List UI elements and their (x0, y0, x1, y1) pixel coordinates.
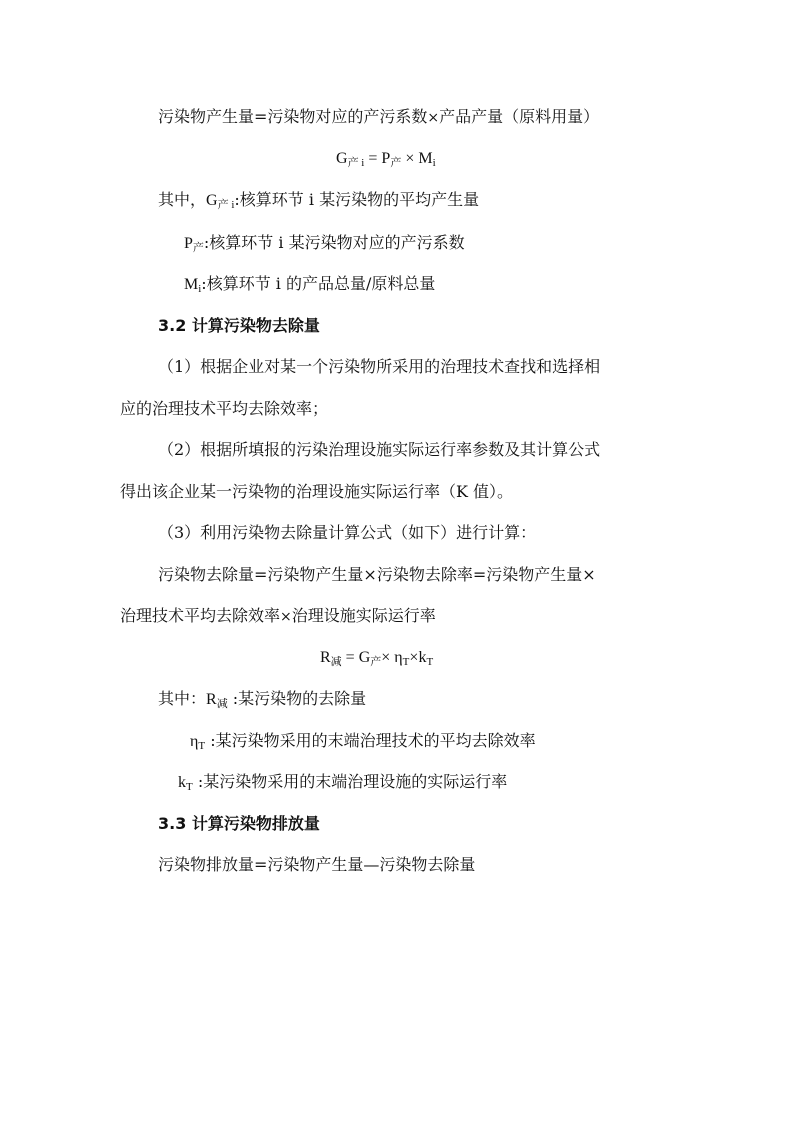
formula-text-removal: 污染物去除量=污染物产生量×污染物去除率=污染物产生量× (158, 565, 596, 584)
symbol-m: M (184, 276, 199, 293)
paragraph-line: 得出该企业某一污染物的治理设施实际运行率（K 值）。 (120, 482, 514, 501)
times-symbol: × (409, 649, 419, 666)
subscript: 产 i (217, 199, 235, 211)
definition-m (184, 273, 435, 300)
definition-text: :核算环节 i 的产品总量/原料总量 (201, 274, 436, 293)
subscript: T (198, 740, 206, 752)
paragraph-line: 应的治理技术平均去除效率； (120, 399, 329, 418)
symbol-k: k (178, 774, 186, 791)
formula-text-removal-cont (120, 605, 436, 628)
definition-text: :核算环节 i 某污染物的平均产生量 (234, 190, 480, 209)
text-segment: 其中， (158, 190, 207, 209)
symbol-r: R (206, 691, 217, 708)
subscript: T (186, 781, 193, 793)
paragraph-line: （3）利用污染物去除量计算公式（如下）进行计算： (158, 523, 537, 542)
formula-generation (336, 148, 436, 174)
equals-sign: = (364, 150, 382, 167)
text-segment: 治理技术平均去除效率 (120, 606, 281, 625)
definition-text: :某污染物采用的末端治理技术的平均去除效率 (205, 731, 536, 750)
symbol-p: P (381, 150, 391, 167)
formula-text-generation (158, 106, 599, 129)
symbol-k: k (418, 649, 427, 666)
times-symbol: × (280, 609, 292, 625)
definition-text: :某污染物的去除量 (227, 689, 367, 708)
symbol-g: G (336, 150, 348, 167)
symbol-g: G (206, 192, 218, 209)
text-segment: 产品产量（原料用量） (439, 107, 600, 126)
definition-eta (190, 730, 536, 757)
subscript: i (198, 283, 202, 295)
paragraph-line: （2）根据所填报的污染治理设施实际运行率参数及其计算公式 (158, 440, 601, 459)
section-heading-3-3: 3.3 计算污染物排放量 (158, 814, 320, 833)
formula-removal (320, 647, 433, 673)
subscript: 减 (330, 656, 342, 668)
text-segment: 其中： (158, 689, 207, 708)
section-heading-3-2: 3.2 计算污染物去除量 (158, 316, 320, 335)
symbol-p: P (184, 235, 193, 252)
subscript: T (426, 656, 434, 668)
text-segment: 治理设施实际运行率 (291, 606, 436, 625)
definition-g (158, 189, 479, 216)
times-symbol: × (427, 110, 440, 126)
subscript: 产 (192, 242, 204, 254)
times-symbol: × (401, 150, 419, 167)
formula-text-emission: 污染物排放量=污染物产生量—污染物去除量 (158, 855, 476, 874)
text-segment: 污染物产生量=污染物对应的产污系数 (158, 107, 428, 126)
symbol-eta: η (190, 733, 199, 750)
symbol-g: G (358, 649, 371, 666)
subscript: 产 (390, 157, 402, 169)
definition-k (178, 771, 507, 798)
definition-text: :某污染物采用的末端治理设施的实际运行率 (192, 772, 508, 791)
subscript: 产 (370, 656, 382, 668)
subscript: 减 (216, 698, 228, 710)
symbol-m: M (418, 150, 433, 167)
symbol-r: R (320, 649, 331, 666)
equals-sign: = (341, 649, 359, 666)
subscript: T (402, 656, 410, 668)
symbol-eta: η (394, 649, 403, 666)
times-symbol: × (381, 649, 395, 666)
paragraph-line: （1）根据企业对某一个污染物所采用的治理技术查找和选择相 (158, 357, 601, 376)
subscript: 产 i (347, 157, 365, 169)
definition-p (184, 232, 465, 259)
definition-r (158, 688, 366, 715)
subscript: i (432, 157, 436, 169)
definition-text: :核算环节 i 某污染物对应的产污系数 (203, 233, 465, 252)
